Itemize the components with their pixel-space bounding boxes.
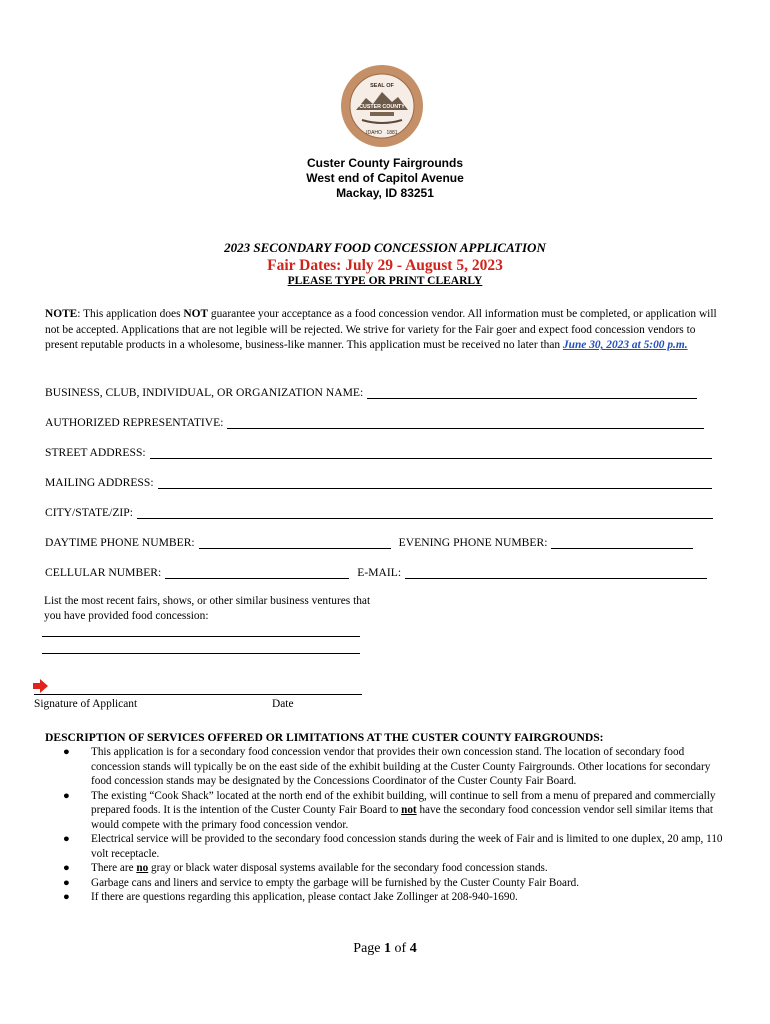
business-name-field <box>45 383 697 399</box>
bullet-icon: ● <box>63 876 70 889</box>
deadline-link[interactable]: June 30, 2023 at 5:00 p.m. <box>562 339 688 351</box>
svg-text:SEAL OF: SEAL OF <box>370 83 394 89</box>
note-text-b: guarantee your acceptance as a food concession vendor. All information must be completed, or application will not be accepted. Applications that are not legible will be rejected. We strive for variety for the Fair goer and expect food concession vendors to present reputable products in a wholesome, business-like manner. This application must be received no later than <box>45 308 717 351</box>
ventures-line-1[interactable] <box>42 636 360 637</box>
evening-phone-input[interactable] <box>551 537 693 549</box>
list-item: ● The existing “Cook Shack” located at the north end of the exhibit building, will continue to sell from a menu of prepared and commercially prepared foods. It is the intention of the Custer County Fair Board to not have the secondary food concession vendor sell similar items that would compete with the primary food concession vendor. <box>63 789 716 831</box>
street-address-input[interactable] <box>150 447 712 459</box>
venue-city: Mackay, ID 83251 <box>336 186 434 200</box>
venue-name: Custer County Fairgrounds <box>306 156 463 170</box>
cellular-label: CELLULAR NUMBER: <box>45 566 162 579</box>
bullet-icon: ● <box>63 891 70 903</box>
county-seal <box>340 64 424 148</box>
note-paragraph <box>45 307 730 354</box>
business-name-label: BUSINESS, CLUB, INDIVIDUAL, OR ORGANIZATION NAME: <box>45 386 364 399</box>
phone-row <box>45 533 693 549</box>
mailing-address-field <box>45 473 712 489</box>
note-label: NOTE <box>45 308 78 320</box>
email-input[interactable] <box>405 567 707 579</box>
city-state-zip-input[interactable] <box>137 507 713 519</box>
business-name-input[interactable] <box>367 387 697 399</box>
page-number: Page 1 of 4 <box>353 941 417 956</box>
list-item: ● This application is for a secondary food concession vendor that provides their own concession stand. The location of secondary food concession stands will typically be on the east side of the exhibit building at the Custer County Fairgrounds. Other locations for secondary food concession stands may be designated by the Concessions Coordinator of the Custer County Fair Board. <box>63 746 711 787</box>
note-not: NOT <box>183 308 209 320</box>
street-address-field <box>45 443 712 459</box>
authorized-rep-input[interactable] <box>227 417 704 429</box>
list-item: ● There are no gray or black water disposal systems available for the secondary food concession stands. <box>63 862 548 874</box>
description-heading: DESCRIPTION OF SERVICES OFFERED OR LIMITATIONS AT THE CUSTER COUNTY FAIRGROUNDS: <box>45 731 604 744</box>
ventures-line-2[interactable] <box>42 653 360 654</box>
svg-text:CUSTER COUNTY: CUSTER COUNTY <box>359 104 405 110</box>
venue-street: West end of Capitol Avenue <box>306 171 464 185</box>
daytime-phone-input[interactable] <box>199 537 391 549</box>
print-clearly-instruction: PLEASE TYPE OR PRINT CLEARLY <box>287 275 483 287</box>
list-item: ● Garbage cans and liners and service to empty the garbage will be furnished by the Custer County Fair Board. <box>63 876 580 889</box>
note-text-a: : This application does <box>77 308 184 320</box>
cell-email-row <box>45 563 707 579</box>
authorized-rep-label: AUTHORIZED REPRESENTATIVE: <box>45 416 224 429</box>
list-item: ● If there are questions regarding this application, please contact Jake Zollinger at 208-940-1690. <box>63 891 518 903</box>
svg-text:IDAHO: IDAHO <box>366 130 382 136</box>
mailing-address-label: MAILING ADDRESS: <box>45 476 154 489</box>
bullet-icon: ● <box>63 746 70 758</box>
svg-text:1881: 1881 <box>386 130 398 136</box>
evening-phone-label: EVENING PHONE NUMBER: <box>398 536 548 549</box>
city-state-zip-label: CITY/STATE/ZIP: <box>45 506 133 519</box>
mailing-address-input[interactable] <box>158 477 712 489</box>
street-address-label: STREET ADDRESS: <box>45 446 146 459</box>
city-state-zip-field <box>45 503 713 519</box>
description-list <box>50 745 730 905</box>
signature-line[interactable] <box>34 694 362 695</box>
sign-here-arrow-icon <box>33 679 48 693</box>
date-label: Date <box>272 698 294 710</box>
bullet-icon: ● <box>63 789 70 802</box>
previous-ventures-question: List the most recent fairs, shows, or other similar business ventures that you have provided food concession: <box>44 595 371 622</box>
authorized-rep-field <box>45 413 704 429</box>
daytime-phone-label: DAYTIME PHONE NUMBER: <box>45 536 195 549</box>
signature-label: Signature of Applicant <box>34 698 138 710</box>
bullet-icon: ● <box>63 862 70 874</box>
list-item: ● Electrical service will be provided to the secondary food concession stands during the week of Fair and is limited to one duplex, 20 amp, 110 volt receptacle. <box>63 833 723 860</box>
email-label: E-MAIL: <box>357 566 402 579</box>
bullet-icon: ● <box>63 833 70 845</box>
fair-dates: Fair Dates: July 29 - August 5, 2023 <box>267 257 503 274</box>
cellular-input[interactable] <box>165 567 349 579</box>
application-title: 2023 SECONDARY FOOD CONCESSION APPLICATION <box>224 240 546 255</box>
